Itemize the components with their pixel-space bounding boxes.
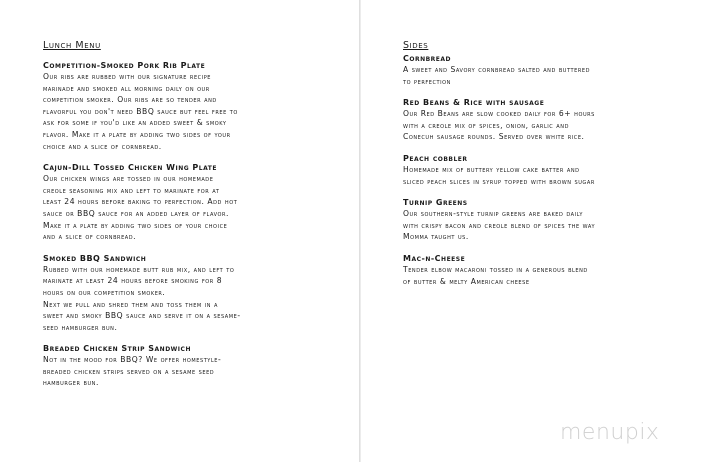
menu-item [43,253,333,334]
menu-item-description: Not in the mood for BBQ? We offer homestyle- breaded chicken strips served on a sesame seed hamburger bun. [43,355,222,388]
menu-item-name: Competition-Smoked Pork Rib Plate [43,61,206,70]
side-item [403,253,693,287]
side-item-description: Our Red Beans are slow cooked daily for 6+ hours with a creole mix of spices, onion, garlic and Conecuh sausage rounds. Served over white rice. [403,109,595,142]
right-page [361,0,720,462]
lunch-menu-column [43,40,333,399]
lunch-menu-heading: Lunch Menu [43,40,101,51]
menupix-watermark: menupix [560,420,660,445]
side-item-name: Peach cobbler [403,153,468,163]
menu-item-description: Rubbed with our homemade butt rub mix, and left to marinate at least 24 hours before smoking for 8 hours on our competition smoker. Next we pull and shred them and toss them in a sweet and smoky BBQ sauce and serve it on a sesame- seed hamburger bun. [43,264,241,332]
side-item-name: Cornbread [403,54,452,63]
menu-item [43,60,333,152]
side-item-description: A sweet and Savory cornbread salted and buttered to perfection [403,65,590,86]
side-item-description: Homemade mix of buttery yellow cake batter and sliced peach slices in syrup topped with brown sugar [403,164,595,186]
sides-column [403,40,693,297]
side-item-name: Mac-n-Cheese [403,253,466,263]
side-item [403,197,693,243]
menu-item [43,162,333,243]
menu-item-name: Cajun-Dill Tossed Chicken Wing Plate [43,163,217,173]
side-item-description: Tender elbow macaroni tossed in a generous blend of butter & melty American cheese [403,264,588,286]
menu-item [43,343,333,389]
side-item [403,97,693,143]
sides-heading: Sides [403,40,429,51]
menu-item-description: Our chicken wings are tossed in our homemade creole seasoning mix and left to marinate for at least 24 hours before baking to perfection. Add hot sauce or BBQ sauce for an added layer of flavor. Make it a plate by adding two sides of your choice and a slice of cornbread. [43,174,238,242]
side-item-description: Our southern-style turnip greens are baked daily with crispy bacon and creole blend of spices the way Momma taught us. [403,209,596,242]
side-item-name: Turnip Greens [403,198,468,208]
side-item [403,53,693,87]
side-item-name: Red Beans & Rice with sausage [403,98,545,108]
menu-item-description: Our ribs are rubbed with our signature recipe marinade and smoked all morning daily on our competition smoker. Our ribs are so tender and flavorful you don't need BBQ sauce but feel free to ask for some if you'd like an added sweet & smoky flavor. Make it a plate by adding two sides of your choice and a slice of cornbread. [43,72,238,151]
side-item [403,153,693,187]
menu-item-name: Breaded Chicken Strip Sandwich [43,344,191,354]
menu-item-name: Smoked BBQ Sandwich [43,253,147,263]
